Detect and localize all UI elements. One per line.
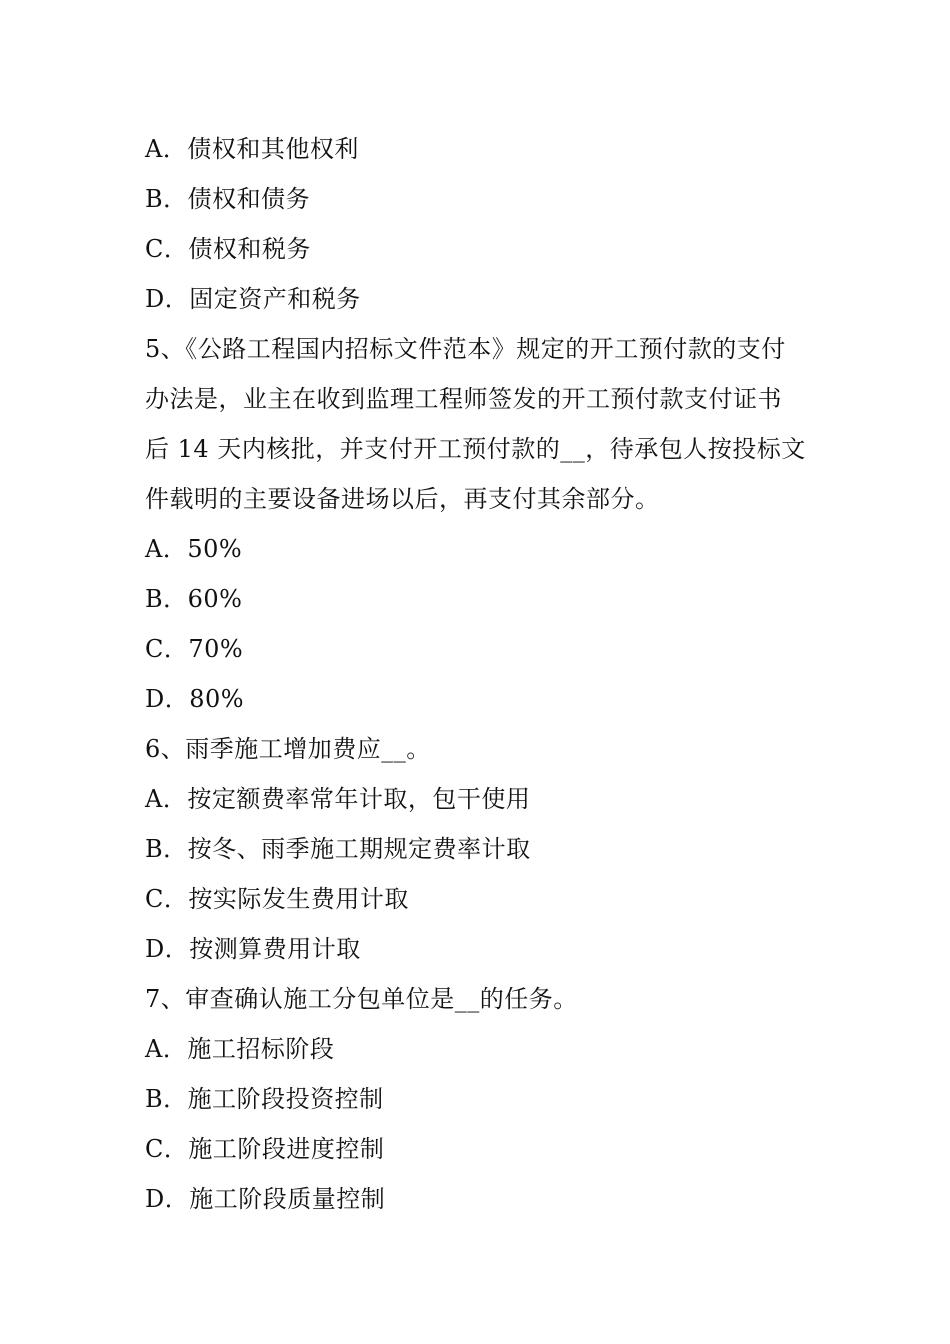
question-5 — [145, 324, 810, 724]
q5-option-b: B．60% — [145, 585, 243, 613]
q5-option-a: A．50% — [145, 535, 243, 563]
q4-options — [145, 124, 810, 324]
q7-stem: 7、审查确认施工分包单位是__的任务。 — [145, 985, 578, 1013]
q7-option-a: A．施工招标阶段 — [145, 1035, 335, 1063]
question-7 — [145, 974, 810, 1224]
q4-option-b: B．债权和债务 — [145, 185, 311, 213]
q6-option-a: A．按定额费率常年计取，包干使用 — [145, 785, 531, 813]
question-6 — [145, 724, 810, 974]
q7-option-c: C．施工阶段进度控制 — [145, 1135, 385, 1163]
question-content — [145, 124, 810, 1224]
q4-option-a: A．债权和其他权利 — [145, 135, 359, 163]
q5-stem-line-2: 办法是，业主在收到监理工程师签发的开工预付款支付证书 — [145, 385, 782, 413]
q5-stem-line-1: 5、《公路工程国内招标文件范本》规定的开工预付款的支付 — [145, 335, 786, 363]
q7-option-b: B．施工阶段投资控制 — [145, 1085, 384, 1113]
q6-option-d: D．按测算费用计取 — [145, 935, 361, 963]
q5-stem-line-3: 后 14 天内核批，并支付开工预付款的__，待承包人按投标文 — [145, 435, 806, 463]
q5-option-c: C．70% — [145, 635, 244, 663]
q5-stem-line-4: 件载明的主要设备进场以后，再支付其余部分。 — [145, 485, 660, 513]
q5-option-d: D．80% — [145, 685, 245, 713]
q6-option-b: B．按冬、雨季施工期规定费率计取 — [145, 835, 531, 863]
q4-option-d: D．固定资产和税务 — [145, 285, 361, 313]
q6-stem: 6、雨季施工增加费应__。 — [145, 735, 431, 763]
q6-option-c: C．按实际发生费用计取 — [145, 885, 409, 913]
q4-option-c: C．债权和税务 — [145, 235, 311, 263]
q7-option-d: D．施工阶段质量控制 — [145, 1185, 386, 1213]
